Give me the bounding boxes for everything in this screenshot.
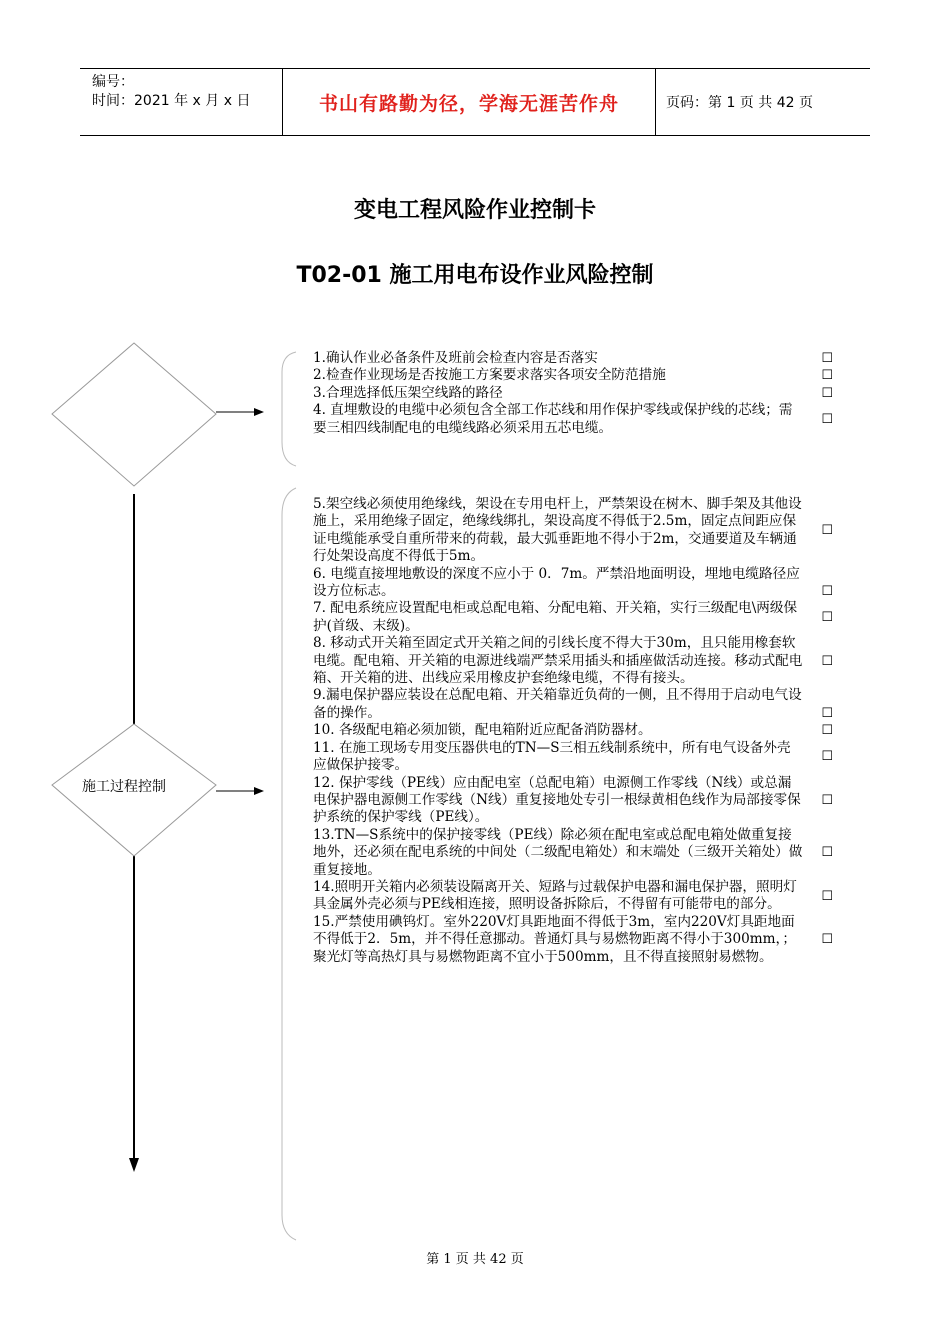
page-info: 页码：第 1 页 共 42 页 xyxy=(666,95,813,111)
item-text: 5.架空线必须使用绝缘线，架设在专用电杆上，严禁架设在树木、脚手架及其他设施上，采用绝缘子固定，绝缘线绑扎，架设高度不得低于2.5m，固定点间距应保证电缆能承受自重所带来的荷载，最大弧垂距地不得小于2m，交通要道及车辆通行处架设高度不得低于5m。 xyxy=(313,496,802,565)
flow-down-arrow xyxy=(129,1158,139,1172)
arrow-head-1 xyxy=(254,408,264,416)
flow-node-preparation xyxy=(52,343,216,486)
list-item xyxy=(313,635,833,687)
list-item xyxy=(313,385,833,402)
list-item xyxy=(313,687,833,722)
item-text: 6. 电缆直接埋地敷设的深度不应小于 0．7m。严禁沿地面明设，埋地电缆路径应设方位标志。 xyxy=(313,565,800,600)
item-text: 8. 移动式开关箱至固定式开关箱之间的引线长度不得大于30m，且只能用橡套软电缆。配电箱、开关箱的电源进线端严禁采用插头和插座做活动连接。移动式配电箱、开关箱的进、出线应采用橡皮护套绝缘电缆，不得有接头。 xyxy=(313,635,803,687)
list-item xyxy=(313,775,833,827)
checkbox[interactable]: ☐ xyxy=(821,932,833,948)
item-text: 9.漏电保护器应装设在总配电箱、开关箱靠近负荷的一侧，且不得用于启动电气设备的操作。 xyxy=(313,687,802,721)
list-item xyxy=(313,879,833,914)
checkbox[interactable]: ☐ xyxy=(821,888,833,904)
checkbox[interactable]: ☐ xyxy=(821,610,833,626)
document-subtitle: T02-01 施工用电布设作业风险控制 xyxy=(296,263,654,288)
list-item xyxy=(313,914,833,966)
item-text: 7. 配电系统应设置配电柜或总配电箱、分配电箱、开关箱，实行三级配电\两级保护(首级、末级)。 xyxy=(313,600,798,634)
item-text: 2.检查作业现场是否按施工方案要求落实各项安全防范措施 xyxy=(313,367,666,384)
section-preparation xyxy=(313,350,833,437)
checkbox[interactable]: ☐ xyxy=(821,705,833,721)
item-text: 1.确认作业必备条件及班前会检查内容是否落实 xyxy=(313,350,598,366)
item-text: 10. 各级配电箱必须加锁，配电箱附近应配备消防器材。 xyxy=(313,722,652,739)
checkbox[interactable]: ☐ xyxy=(821,523,833,539)
item-text: 12. 保护零线（PE线）应由配电室（总配电箱）电源侧工作零线（N线）或总漏电保护器电源侧工作零线（N线）重复接地处专引一根绿黄相色线作为局部接零保护系统的保护零线（PE线）。 xyxy=(313,774,801,826)
item-text: 14.照明开关箱内必须装设隔离开关、短路与过载保护电器和漏电保护器，照明灯具金属外壳必须与PE线相连接，照明设备拆除后，不得留有可能带电的部分。 xyxy=(313,878,797,913)
document-title: 变电工程风险作业控制卡 xyxy=(353,198,596,223)
brace-2 xyxy=(282,488,296,1240)
item-text: 11. 在施工现场专用变压器供电的TN—S三相五线制系统中，所有电气设备外壳应做保护接零。 xyxy=(313,739,791,774)
motto: 书山有路勤为径，学海无涯苦作舟 xyxy=(282,69,656,135)
checkbox[interactable]: ☐ xyxy=(821,368,833,384)
checkbox[interactable]: ☐ xyxy=(821,385,833,401)
flow-node-construction-label: 施工过程控制 xyxy=(82,779,166,795)
section-construction xyxy=(313,496,833,966)
checkbox[interactable]: ☐ xyxy=(821,723,833,739)
time-label: 时间：2021 年 x 月 x 日 xyxy=(92,93,251,109)
list-item xyxy=(313,496,833,566)
list-item xyxy=(313,350,833,367)
checkbox[interactable]: ☐ xyxy=(821,351,833,366)
checkbox[interactable]: ☐ xyxy=(821,749,833,765)
item-text: 13.TN—S系统中的保护接零线（PE线）除必须在配电室或总配电箱处做重复接地外，还必须在配电系统的中间处（二级配电箱处）和末端处（三级开关箱处）做重复接地。 xyxy=(313,826,803,878)
checkbox[interactable]: ☐ xyxy=(821,653,833,669)
list-item xyxy=(313,402,833,437)
checkbox[interactable]: ☐ xyxy=(821,411,833,427)
item-text: 4. 直埋敷设的电缆中必须包含全部工作芯线和用作保护零线或保护线的芯线；需要三相四线制配电的电缆线路必须采用五芯电缆。 xyxy=(313,402,793,436)
list-item xyxy=(313,600,833,635)
page-footer: 第 1 页 共 42 页 xyxy=(426,1252,524,1267)
number-label: 编号： xyxy=(92,74,134,90)
list-item xyxy=(313,827,833,879)
checkbox[interactable]: ☐ xyxy=(821,792,833,808)
item-text: 15.严禁使用碘钨灯。室外220V灯具距地面不得低于3m，室内220V灯具距地面不得低于2．5m，并不得任意挪动。普通灯具与易燃物距离不得小于300mm，；聚光灯等高热灯具与易燃物距离不宜小于500mm，且不得直接照射易燃物。 xyxy=(313,913,796,965)
list-item xyxy=(313,722,833,739)
list-item xyxy=(313,740,833,775)
checkbox[interactable]: ☐ xyxy=(821,845,833,861)
list-item xyxy=(313,367,833,384)
list-item xyxy=(313,566,833,601)
arrow-head-2 xyxy=(254,787,264,795)
item-text: 3.合理选择低压架空线路的路径 xyxy=(313,384,503,401)
checkbox[interactable]: ☐ xyxy=(821,584,833,600)
brace-1 xyxy=(282,352,296,466)
